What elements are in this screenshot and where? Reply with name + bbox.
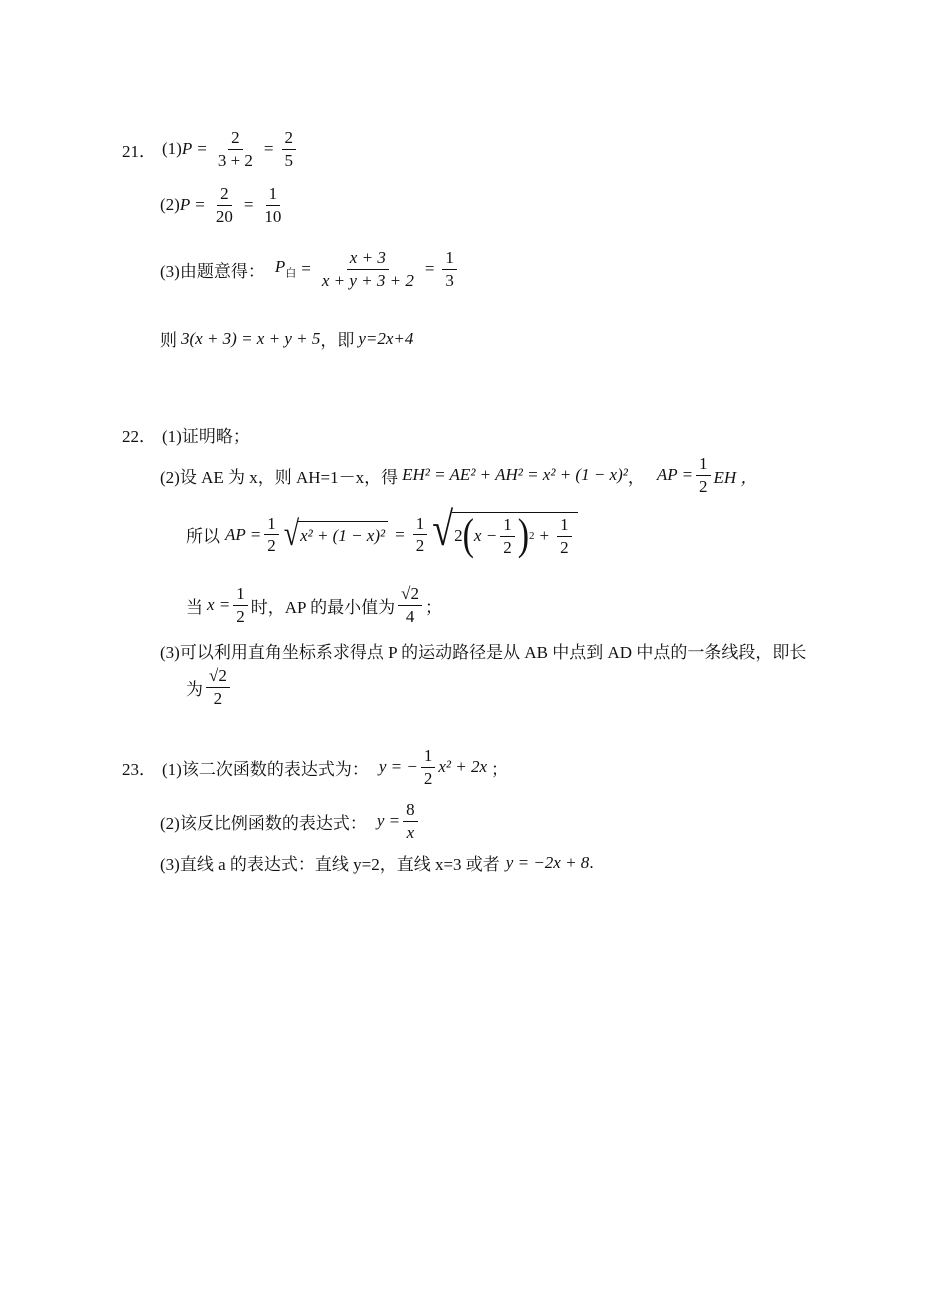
q21-p4-equation: 3(x + 3) = x + y + 5	[181, 328, 321, 348]
q21-p3-lhs: P	[274, 257, 286, 277]
q22-p3-sqrt2: √ 2 ( x − $\frac{1}{2}$ ) 2 + $\frac{1}{2}$	[432, 512, 577, 557]
q22-p6-prefix: 为	[186, 679, 203, 699]
q23-p2-eq: y =	[376, 811, 401, 831]
q22-p4-tail: ；	[424, 597, 442, 617]
q23-p3-text: (3)直线 a 的表达式：直线 y=2，直线 x=3 或者	[160, 855, 500, 874]
q22-p3-sqrt1: √ x² + (1 − x)²	[284, 521, 388, 549]
q22-p3-prefix: 所以	[186, 527, 220, 547]
q21-number: 21．	[122, 141, 156, 161]
q23-p3-tail: .	[589, 852, 594, 872]
q22-line-2	[160, 454, 757, 496]
q22-p2-tail: EH ，	[713, 467, 758, 487]
q21-p1-lhs: P	[181, 139, 193, 159]
q22-p3-ap: AP =	[225, 524, 262, 544]
q21-p2-lhs: P	[179, 195, 191, 215]
q22-line-1	[122, 422, 250, 447]
q22-p4-prefix: 当	[186, 597, 203, 617]
q22-p4-mid: 时，AP 的最小值为	[250, 597, 396, 617]
q23-p2-text: (2)该反比例函数的表达式：	[160, 813, 367, 833]
q22-p2-ap: AP =	[656, 465, 694, 485]
q22-p2-half: $\frac{1}{2}$	[696, 454, 711, 496]
q22-p2-equation: EH² = AE² + AH² = x² + (1 − x)²	[402, 465, 628, 485]
q23-p1-text: (1)该二次函数的表达式为：	[162, 759, 369, 779]
q21-p2-frac2: $\frac{1}{10}$	[264, 184, 282, 226]
q22-p6-length: $\frac{√2}{2}$	[206, 666, 230, 708]
q21-line-3: (3)由题意得： $P_白$ = $\frac{x + 3}{x + y + 3 + 2}$ = $\frac{1}{3}$	[160, 248, 460, 290]
q21-p3-frac2: $\frac{1}{3}$	[442, 248, 457, 290]
q22-number: 22．	[122, 427, 156, 446]
q22-p4-x: x =	[207, 595, 231, 615]
q23-number: 23．	[122, 759, 156, 779]
q22-p5: (3)可以利用直角坐标系求得点 P 的运动路径是从 AB 中点到 AD 中点的一条线段，即长	[160, 643, 807, 662]
q22-p1: (1)证明略；	[162, 427, 250, 446]
q23-p1-eq-a: y = −	[378, 757, 418, 777]
q21-line-2: (2) P = $\frac{2}{20}$ = $\frac{1}{10}$	[160, 184, 287, 226]
q21-p1-frac1: $\frac{2}{3 + 2}$	[217, 128, 253, 170]
q22-line-3: 所以 AP = $\frac{1}{2}$ √ x² + (1 − x)² = $\frac{1}{2}$ √ 2 ( x − $\frac{1}{2}$ ) 2 + $\frac{1}{2}$	[186, 512, 580, 557]
q23-p3-eq: y = −2x + 8	[505, 852, 590, 872]
q21-p2-label: (2)	[160, 195, 180, 215]
q22-line-5	[160, 638, 806, 663]
q21-p2-frac1: $\frac{2}{20}$	[215, 184, 233, 226]
q21-p4-prefix: 则	[160, 331, 177, 350]
q23-p1-tail: ；	[491, 759, 508, 779]
q21-p3-frac1: $\frac{x + 3}{x + y + 3 + 2}$	[321, 248, 414, 290]
q21-p3-label: (3)由题意得：	[160, 261, 265, 281]
q23-line-1: 23． (1)该二次函数的表达式为： y = − $\frac{1}{2}$ x² + 2x ；	[122, 746, 508, 788]
q21-p1-label: (1)	[162, 139, 182, 159]
q21-p3-sub: 白	[285, 267, 297, 280]
q21-line-1: 21． (1) P = $\frac{2}{3 + 2}$ = $\frac{2}{5}$	[122, 128, 299, 170]
q22-line-4: 当 x = $\frac{1}{2}$ 时，AP 的最小值为 $\frac{√2}{4}$ ；	[186, 584, 442, 626]
q21-line-4	[160, 326, 413, 351]
q21-p4-result: y=2x+4	[358, 328, 414, 348]
q23-line-2: (2)该反比例函数的表达式： y = $\frac{8}{x}$	[160, 800, 421, 842]
q22-p4-min-value: $\frac{√2}{4}$	[398, 584, 422, 626]
q21-p4-mid: ，即	[320, 331, 355, 350]
q22-p2-text: (2)设 AE 为 x，则 AH=1－x，得	[160, 467, 399, 487]
q22-line-6	[186, 666, 233, 708]
q21-p1-frac2: $\frac{2}{5}$	[282, 128, 297, 170]
q23-p1-eq-b: x² + 2x	[438, 757, 487, 777]
q22-p2-sep: ，	[627, 467, 645, 487]
q23-line-3	[160, 850, 594, 875]
